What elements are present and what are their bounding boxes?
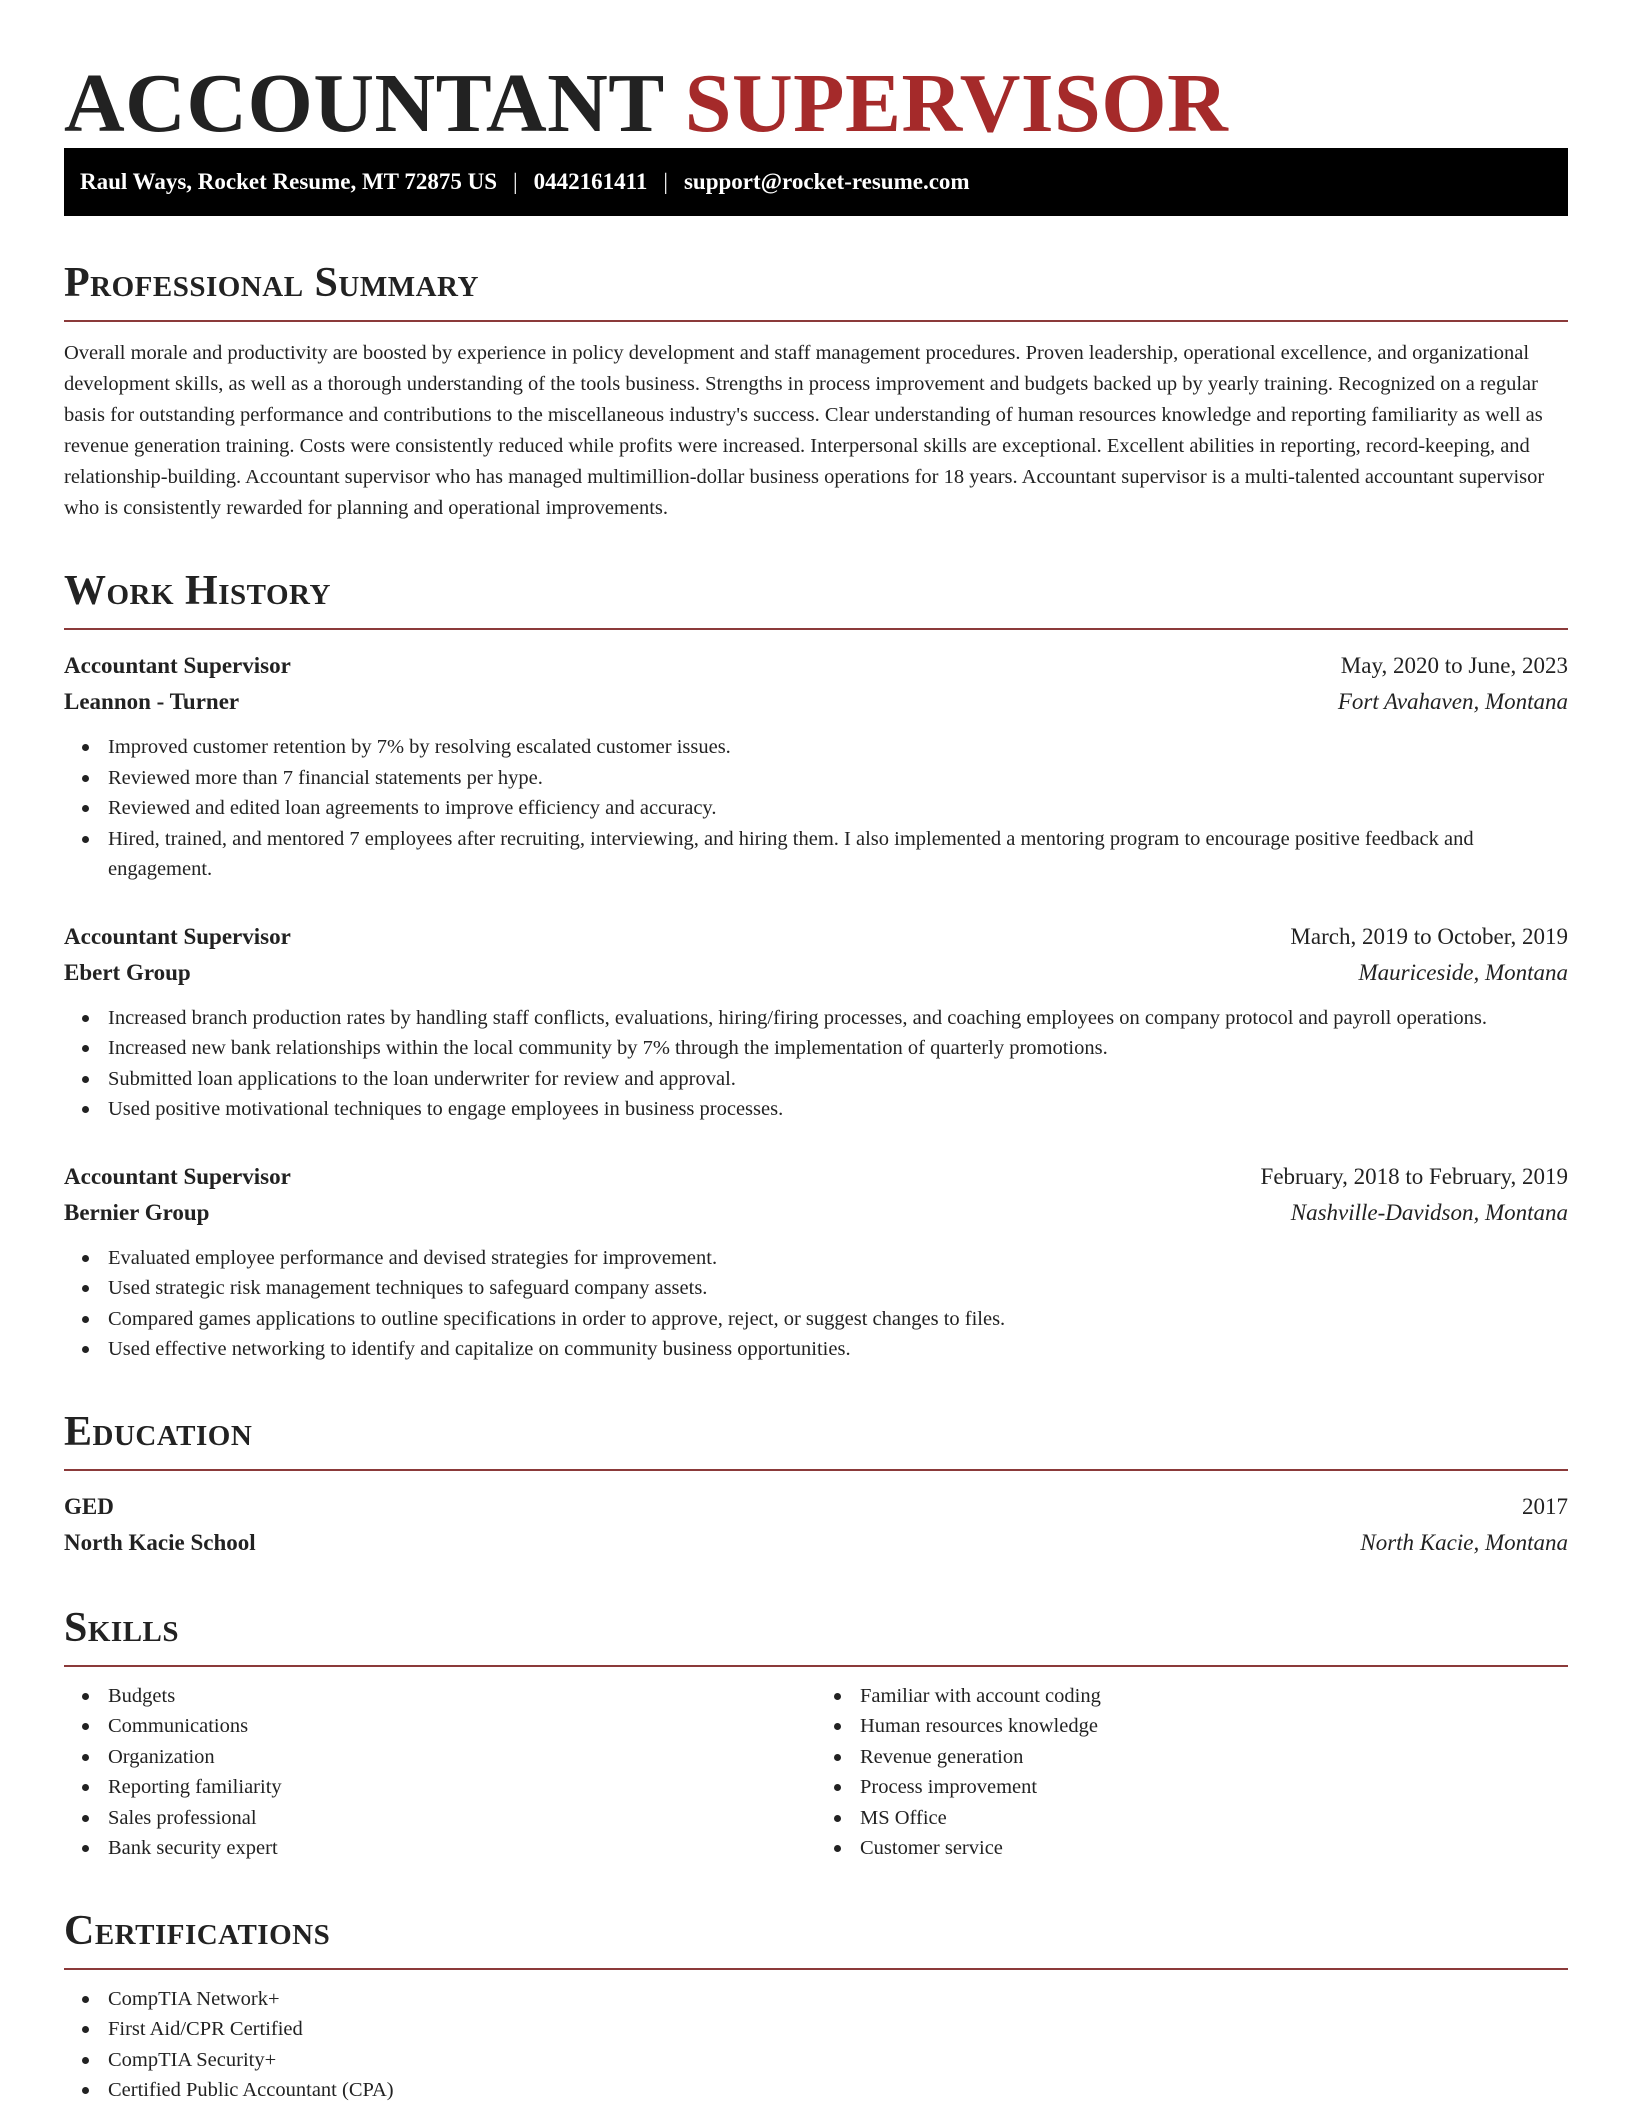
job-bullet: Improved customer retention by 7% by resolving escalated customer issues. bbox=[64, 732, 1568, 763]
job-role: Accountant Supervisor bbox=[64, 653, 291, 678]
job-company: Leannon - Turner bbox=[64, 689, 240, 714]
skill-item: Organization bbox=[64, 1742, 816, 1773]
job-company: Bernier Group bbox=[64, 1199, 210, 1225]
skill-item: Process improvement bbox=[816, 1772, 1568, 1803]
skill-item: Customer service bbox=[816, 1833, 1568, 1864]
education-degree: GED bbox=[64, 1493, 114, 1519]
job-bullet: Reviewed more than 7 financial statements per hype. bbox=[64, 763, 1568, 794]
job-company: Ebert Group bbox=[64, 959, 191, 985]
education-entry bbox=[64, 1489, 1568, 1561]
skill-item: Sales professional bbox=[64, 1803, 816, 1834]
job-bullet: Used strategic risk management techniques to safeguard company assets. bbox=[64, 1273, 1568, 1304]
education-location: North Kacie, Montana bbox=[1360, 1529, 1568, 1555]
job-bullet: Hired, trained, and mentored 7 employees after recruiting, interviewing, and hiring them. I also implemented a mentoring program to encourage positive feedback and engagement. bbox=[64, 824, 1568, 885]
certifications-list bbox=[64, 1984, 1568, 2106]
certification-item: First Aid/CPR Certified bbox=[64, 2014, 1568, 2045]
resume-title bbox=[64, 0, 1568, 148]
job-entry bbox=[64, 919, 1568, 1125]
certification-item: CompTIA Network+ bbox=[64, 1984, 1568, 2015]
contact-phone: 0442161411 bbox=[533, 169, 648, 194]
skill-item: Human resources knowledge bbox=[816, 1711, 1568, 1742]
job-bullet: Compared games applications to outline specifications in order to approve, reject, or suggest changes to files. bbox=[64, 1304, 1568, 1335]
job-role: Accountant Supervisor bbox=[64, 1163, 291, 1189]
summary-text: Overall morale and productivity are boosted by experience in policy development and staff management procedures. Proven leadership, operational excellence, and organizational development skills, as well as a thorough understanding of the tools business. Strengths in process improvement and budgets backed up by yearly training. Recognized on a regular basis for outstanding performance and contributions to the miscellaneous industry's success. Clear understanding of human resources knowledge and reporting familiarity as well as revenue generation training. Costs were consistently reduced while profits were increased. Interpersonal skills are exceptional. Excellent abilities in reporting, record-keeping, and relationship-building. Accountant supervisor who has managed multimillion-dollar business operations for 18 years. Accountant supervisor is a multi-talented accountant supervisor who is consistently rewarded for planning and operational improvements. bbox=[64, 342, 1545, 519]
job-bullets bbox=[64, 1003, 1568, 1125]
contact-address: Raul Ways, Rocket Resume, MT 72875 US bbox=[80, 169, 497, 194]
summary-section bbox=[64, 258, 1568, 524]
job-dates: May, 2020 to June, 2023 bbox=[1340, 653, 1568, 678]
job-bullet: Increased branch production rates by handling staff conflicts, evaluations, hiring/firing processes, and coaching employees on company protocol and payroll operations. bbox=[64, 1003, 1568, 1034]
skills-column-right bbox=[816, 1681, 1568, 1864]
education-section bbox=[64, 1407, 1568, 1561]
skill-item: MS Office bbox=[816, 1803, 1568, 1834]
education-year: 2017 bbox=[1522, 1493, 1568, 1519]
job-bullets bbox=[64, 1243, 1568, 1365]
job-location: Nashville-Davidson, Montana bbox=[1290, 1199, 1568, 1225]
certification-item: Certified Public Accountant (CPA) bbox=[64, 2075, 1568, 2106]
skill-item: Budgets bbox=[64, 1681, 816, 1712]
skill-item: Communications bbox=[64, 1711, 816, 1742]
job-bullet: Evaluated employee performance and devised strategies for improvement. bbox=[64, 1243, 1568, 1274]
job-location: Fort Avahaven, Montana bbox=[1337, 689, 1568, 714]
summary-heading: Professional Summary bbox=[64, 258, 1568, 322]
certifications-section bbox=[64, 1906, 1568, 2106]
job-bullet: Reviewed and edited loan agreements to improve efficiency and accuracy. bbox=[64, 793, 1568, 824]
skill-item: Familiar with account coding bbox=[816, 1681, 1568, 1712]
skills-column-left bbox=[64, 1681, 816, 1864]
contact-bar bbox=[64, 148, 1568, 216]
contact-email: support@rocket-resume.com bbox=[683, 169, 970, 194]
job-entry bbox=[64, 648, 1568, 885]
work-history-section bbox=[64, 566, 1568, 1365]
job-dates: February, 2018 to February, 2019 bbox=[1260, 1163, 1568, 1189]
skills-grid bbox=[64, 1681, 1568, 1864]
skill-item: Revenue generation bbox=[816, 1742, 1568, 1773]
skill-item: Reporting familiarity bbox=[64, 1772, 816, 1803]
skills-heading: Skills bbox=[64, 1603, 1568, 1667]
skills-section bbox=[64, 1603, 1568, 1864]
certifications-heading: Certifications bbox=[64, 1906, 1568, 1970]
job-location: Mauriceside, Montana bbox=[1358, 959, 1568, 985]
certification-item: CompTIA Security+ bbox=[64, 2045, 1568, 2076]
job-bullet: Used effective networking to identify and capitalize on community business opportunities. bbox=[64, 1334, 1568, 1365]
education-heading: Education bbox=[64, 1407, 1568, 1471]
job-dates: March, 2019 to October, 2019 bbox=[1290, 923, 1568, 949]
job-bullets bbox=[64, 732, 1568, 885]
contact-separator: | bbox=[663, 169, 668, 194]
skill-item: Bank security expert bbox=[64, 1833, 816, 1864]
job-role: Accountant Supervisor bbox=[64, 923, 291, 949]
work-history-heading: Work History bbox=[64, 566, 1568, 630]
job-bullet: Increased new bank relationships within the local community by 7% through the implementation of quarterly promotions. bbox=[64, 1033, 1568, 1064]
title-first-word: ACCOUNTANT bbox=[64, 57, 664, 150]
job-bullet: Submitted loan applications to the loan underwriter for review and approval. bbox=[64, 1064, 1568, 1095]
education-school: North Kacie School bbox=[64, 1529, 256, 1555]
job-bullet: Used positive motivational techniques to engage employees in business processes. bbox=[64, 1094, 1568, 1125]
job-entry bbox=[64, 1159, 1568, 1365]
contact-separator: | bbox=[513, 169, 518, 194]
title-second-word: SUPERVISOR bbox=[684, 57, 1229, 150]
